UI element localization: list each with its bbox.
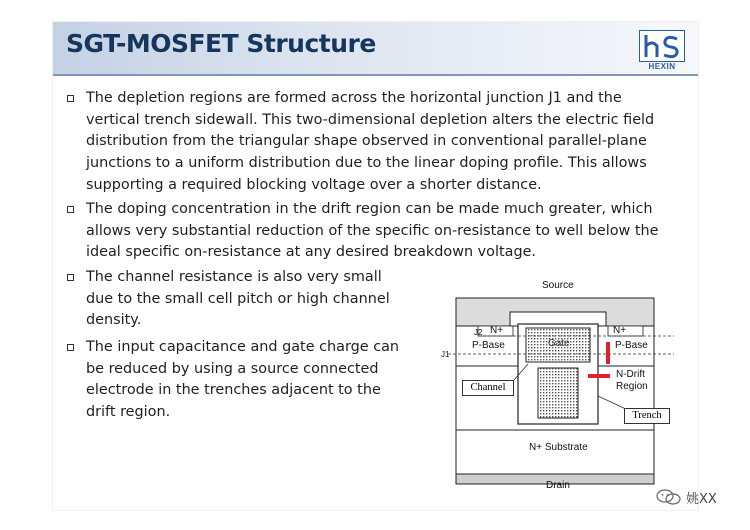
wechat-icon	[656, 489, 682, 505]
bullet-text: The input capacitance and gate charge can be reduced by using a source connected electrode in the trenches adjacent to the drift region.	[86, 339, 400, 421]
n-plus-right-label: N+	[613, 325, 627, 336]
watermark-text: 姚XX	[686, 492, 717, 507]
n-plus-left-label: N+	[490, 325, 504, 336]
p-base-left-label: P-Base	[472, 340, 505, 351]
substrate-label: N+ Substrate	[529, 442, 588, 453]
sgt-mosfet-diagram	[438, 278, 676, 494]
j2-label: J2	[474, 328, 483, 337]
square-bullet-icon	[67, 344, 74, 351]
n-drift-label: N-Drift	[616, 369, 645, 380]
gate-label: Gate	[548, 338, 570, 349]
source-label: Source	[542, 280, 574, 291]
square-bullet-icon	[67, 274, 74, 281]
logo-text: HEXIN	[648, 62, 676, 71]
region-label: Region	[616, 381, 648, 392]
hexin-logo	[639, 30, 685, 70]
square-bullet-icon	[67, 95, 74, 102]
bullet-text: The depletion regions are formed across the horizontal junction J1 and the vertical trench sidewall. This two-dimensional depletion alters the electric field distribution from the triangular shape observed in conventional parallel-plane junctions to a uniform distribution due to the linear doping profile. This allows supporting a required blocking voltage over a shorter distance.	[86, 90, 655, 193]
drain-label: Drain	[546, 480, 570, 491]
slide-title: SGT-MOSFET Structure	[66, 29, 376, 58]
square-bullet-icon	[67, 206, 74, 213]
title-rule	[53, 74, 698, 76]
bullet-text: The channel resistance is also very small due to the small cell pitch or high channel density.	[86, 269, 390, 329]
channel-label: Channel	[462, 380, 514, 396]
logo-mark	[639, 30, 685, 62]
bullet-text: The doping concentration in the drift region can be made much greater, which allows very substantial reduction of the specific on-resistance to well below the ideal specific on-resistance at any desired breakdown voltage.	[86, 201, 659, 261]
j1-label: J1	[441, 350, 450, 359]
p-base-right-label: P-Base	[615, 340, 648, 351]
trench-label: Trench	[624, 408, 670, 424]
